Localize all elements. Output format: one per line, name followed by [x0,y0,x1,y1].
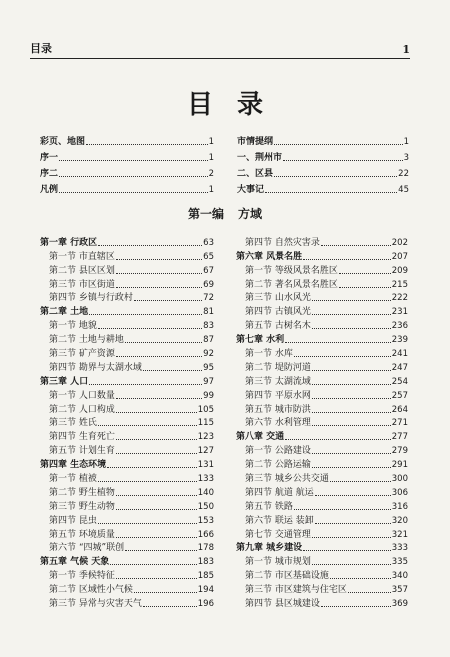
toc-entry[interactable] [40,345,214,359]
toc-entry-page: 1 [208,137,214,147]
toc-entry[interactable] [236,442,408,456]
dot-leader [339,287,391,288]
dot-leader [312,537,391,538]
dot-leader [312,453,391,454]
toc-entry-page: 45 [398,185,409,195]
toc-entry-label: 第五节 计划生育 [49,446,115,457]
toc-entry-label: 第四节 生育死亡 [49,432,115,443]
toc-entry[interactable] [236,526,408,540]
page-title: 目录 [186,90,287,120]
toc-entry[interactable] [236,345,408,359]
toc-entry[interactable] [236,567,408,581]
dot-leader [312,314,391,315]
toc-entry-page: 239 [391,335,408,346]
running-head [30,40,410,56]
dot-leader [312,412,391,413]
toc-entry[interactable] [40,401,214,415]
toc-entry-page: 300 [391,474,408,485]
toc-entry-page: 241 [391,349,408,360]
dot-leader [312,425,391,426]
dot-leader [134,592,197,593]
toc-entry[interactable] [236,595,408,609]
dot-leader [321,245,391,246]
toc-entry-page: 277 [391,432,408,443]
toc-entry-label: 第一节 季候特征 [49,571,115,582]
dot-leader [98,523,197,524]
toc-entry-page: 97 [203,376,214,387]
toc-entry-label: 第二节 野生植物 [49,487,115,498]
toc-entry-page: 133 [197,474,214,485]
toc-entry[interactable] [236,581,408,595]
toc-entry-page: 320 [391,515,408,526]
dot-leader [110,564,196,565]
toc-entry-page: 215 [391,279,408,290]
toc-entry[interactable] [236,303,408,317]
toc-entry-page: 115 [197,418,214,429]
toc-entry[interactable] [236,428,408,442]
toc-entry-page: 369 [391,599,408,610]
toc-entry-page: 279 [391,446,408,457]
toc-entry-label: 第二节 公路运输 [245,460,311,471]
toc-entry[interactable] [40,166,214,179]
toc-entry-label: 第三节 市区街道 [49,279,115,290]
dot-leader [274,144,403,145]
dot-leader [315,523,391,524]
toc-entry-label: 第三节 市区建筑与住宅区 [245,585,347,596]
toc-entry-label: 第四节 昆虫 [49,515,97,526]
dot-leader [116,453,197,454]
toc-entry[interactable] [236,262,408,276]
toc-entry[interactable] [40,262,214,276]
dot-leader [348,592,391,593]
toc-entry-page: 316 [391,501,408,512]
dot-leader [98,328,202,329]
toc-entry-label: 第六节 联运 装卸 [245,515,314,526]
toc-entry-page: 65 [203,251,214,262]
toc-entry-label: 第二节 堤防河道 [245,362,311,373]
toc-entry-page: 1 [208,185,214,195]
toc-entry[interactable] [40,581,214,595]
toc-entry[interactable] [236,415,408,429]
toc-entry-page: 209 [391,265,408,276]
toc-entry-label: 第二节 县区区划 [49,265,115,276]
toc-entry-label: 第三节 城乡公共交通 [245,474,329,485]
toc-entry-page: 291 [391,460,408,471]
toc-entry-label: 第五节 铁路 [245,501,293,512]
dot-leader [303,550,391,551]
front-matter-left [40,134,214,195]
toc-entry-page: 92 [203,349,214,360]
toc-entry[interactable] [40,442,214,456]
toc-entry-page: 202 [391,237,408,248]
toc-entry[interactable] [40,595,214,609]
toc-entry-label: 第四节 自然灾害录 [245,237,320,248]
toc-entry[interactable] [40,428,214,442]
toc-entry-label: 第二节 人口构成 [49,404,115,415]
toc-entry-page: 150 [197,501,214,512]
dot-leader [116,398,202,399]
toc-entry-label: 第四节 勘界与太湖水域 [49,362,142,373]
toc-entry-page: 140 [197,487,214,498]
toc-entry-page: 247 [391,362,408,373]
toc-entry[interactable] [236,290,408,304]
dot-leader [89,384,202,385]
toc-entry-label: 第四节 古镇风光 [245,307,311,318]
toc-entry-page: 22 [398,169,409,179]
toc-entry-label: 一、荆州市 [237,153,283,163]
toc-entry[interactable] [236,317,408,331]
toc-entry-page: 194 [197,585,214,596]
toc-entry-page: 87 [203,335,214,346]
toc-entry-page: 1 [208,153,214,163]
toc-entry-label: 第四节 乡镇与行政村 [49,293,133,304]
dot-leader [59,176,208,177]
toc-entry-label: 第一章 行政区 [40,237,98,248]
dot-leader [98,481,197,482]
toc-entry-label: 第三章 人口 [40,376,89,387]
toc-entry-page: 306 [391,487,408,498]
toc-entry-page: 321 [391,529,408,540]
toc-entry-page: 72 [203,293,214,304]
dot-leader [125,550,197,551]
dot-leader [312,384,391,385]
toc-entry-label: 第一节 植被 [49,474,97,485]
toc-entry-label: 第二节 土地与耕地 [49,335,124,346]
toc-entry[interactable] [236,359,408,373]
dot-leader [134,300,202,301]
toc-entry-label: 市情提纲 [237,137,274,147]
dot-leader [98,425,197,426]
toc-entry-label: 第二节 区域性小气候 [49,585,133,596]
toc-entry-page: 207 [391,251,408,262]
toc-entry[interactable] [40,526,214,540]
toc-entry[interactable] [40,415,214,429]
dot-leader [59,160,208,161]
toc-entry-label: 第四节 平原水网 [245,390,311,401]
toc-entry-label: 第四节 县区城建设 [245,599,320,610]
toc-entry[interactable] [40,512,214,526]
toc-entry[interactable] [236,234,408,248]
toc-entry-label: 第六节 “四城”联创 [49,543,125,554]
toc-entry-page: 185 [197,571,214,582]
toc-entry[interactable] [237,166,409,179]
toc-entry-page: 166 [197,529,214,540]
part-name: 方域 [238,207,263,221]
dot-leader [321,606,391,607]
toc-entry[interactable] [40,373,214,387]
toc-entry-label: 序一 [40,153,59,163]
toc-entry-page: 340 [391,571,408,582]
toc-entry[interactable] [236,553,408,567]
toc-entry[interactable] [40,567,214,581]
toc-entry-page: 254 [391,376,408,387]
toc-entry-label: 第四章 生态环境 [40,460,107,471]
dot-leader [143,370,202,371]
toc-entry-page: 222 [391,293,408,304]
dot-leader [330,578,391,579]
toc-entry-label: 第一节 市直辖区 [49,251,115,262]
toc-entry[interactable] [40,553,214,567]
part-title [0,205,450,222]
toc-entry-page: 153 [197,515,214,526]
toc-entry[interactable] [40,540,214,554]
dot-leader [89,314,202,315]
dot-leader [285,342,391,343]
toc-entry[interactable] [236,456,408,470]
toc-entry-label: 第三节 野生动物 [49,501,115,512]
toc-entry-label: 第一节 地貌 [49,321,97,332]
dot-leader [312,564,391,565]
toc-entry-label: 大事记 [237,185,265,195]
dot-leader [116,537,197,538]
toc-entry-label: 第一节 人口数量 [49,390,115,401]
toc-entry-label: 第八章 交通 [236,432,285,443]
toc-entry-page: 271 [391,418,408,429]
toc-entry[interactable] [40,276,214,290]
toc-entry-page: 333 [391,543,408,554]
header-rule [30,58,410,59]
dot-leader [315,495,391,496]
toc-entry-page: 231 [391,307,408,318]
toc-entry-label: 第二章 土地 [40,307,89,318]
toc-entry[interactable] [236,512,408,526]
toc-entry-label: 第四节 航道 航运 [245,487,314,498]
toc-entry[interactable] [236,276,408,290]
toc-entry[interactable] [40,134,214,147]
dot-leader [274,176,397,177]
toc-entry[interactable] [236,401,408,415]
toc-entry-label: 第三节 矿产资源 [49,349,115,360]
dot-leader [116,287,202,288]
toc-entry[interactable] [237,150,409,163]
toc-entry-page: 69 [203,279,214,290]
toc-entry[interactable] [237,134,409,147]
toc-entry-page: 178 [197,543,214,554]
toc-entry-page: 183 [197,557,214,568]
toc-entry[interactable] [40,303,214,317]
toc-entry-label: 第五章 气候 天象 [40,557,110,568]
toc-entry-label: 序二 [40,169,59,179]
toc-entry-page: 83 [203,321,214,332]
toc-entry[interactable] [40,234,214,248]
toc-entry-page: 63 [203,237,214,248]
dot-leader [312,467,391,468]
toc-entry-label: 第七节 交通管理 [245,529,311,540]
dot-leader [339,273,391,274]
toc-entry-label: 第一节 水库 [245,349,293,360]
dot-leader [294,509,391,510]
toc-entry-page: 127 [197,446,214,457]
toc-entry-label: 第五节 古树名木 [245,321,311,332]
dot-leader [116,509,197,510]
toc-entry-page: 81 [203,307,214,318]
dot-leader [116,412,197,413]
toc-entry-page: 67 [203,265,214,276]
toc-entry-page: 3 [403,153,409,163]
toc-entry-label: 第九章 城乡建设 [236,543,303,554]
dot-leader [303,259,391,260]
dot-leader [312,398,391,399]
toc-entry-page: 105 [197,404,214,415]
toc-entry-page: 236 [391,321,408,332]
toc-entry[interactable] [236,540,408,554]
toc-entry-label: 第一节 城市规划 [245,557,311,568]
toc-entry-label: 第二节 著名风景名胜区 [245,279,338,290]
toc-entry[interactable] [40,331,214,345]
toc-entry-page: 1 [403,137,409,147]
toc-entry-label: 第五节 环境质量 [49,529,115,540]
dot-leader [143,606,197,607]
toc-entry-label: 第三节 姓氏 [49,418,97,429]
toc-entry-label: 第三节 山水风光 [245,293,311,304]
toc-entry-label: 第七章 水利 [236,335,285,346]
toc-entry-page: 264 [391,404,408,415]
dot-leader [107,467,197,468]
toc-entry-label: 彩页、地图 [40,137,86,147]
toc-entry[interactable] [40,498,214,512]
toc-entry[interactable] [236,498,408,512]
toc-column-left [40,234,214,609]
dot-leader [116,356,202,357]
dot-leader [98,245,202,246]
page-number: 1 [402,43,410,56]
dot-leader [86,144,208,145]
dot-leader [116,495,197,496]
toc-entry[interactable] [40,248,214,262]
dot-leader [116,259,202,260]
toc-entry-label: 第一节 等级风景名胜区 [245,265,338,276]
dot-leader [330,481,391,482]
toc-entry[interactable] [236,387,408,401]
dot-leader [312,370,391,371]
toc-entry[interactable] [236,373,408,387]
toc-entry[interactable] [40,290,214,304]
toc-entry-page: 95 [203,362,214,373]
toc-entry-label: 第三节 太湖流域 [245,376,311,387]
running-head-title: 目录 [30,42,52,55]
dot-leader [116,439,197,440]
toc-entry-label: 第六节 水利管理 [245,418,311,429]
toc-entry[interactable] [40,359,214,373]
front-matter-right [237,134,409,195]
part-number: 第一编 [187,207,224,221]
toc-entry-label: 第三节 异常与灾害天气 [49,599,142,610]
dot-leader [116,273,202,274]
toc-column-right [236,234,408,609]
toc-entry[interactable] [237,182,409,195]
toc-entry[interactable] [40,484,214,498]
toc-entry[interactable] [236,248,408,262]
dot-leader [125,342,202,343]
toc-entry-page: 99 [203,390,214,401]
dot-leader [312,300,391,301]
toc-entry[interactable] [40,456,214,470]
dot-leader [285,439,391,440]
toc-entry-label: 第二节 市区基础设施 [245,571,329,582]
toc-entry[interactable] [236,331,408,345]
toc-entry-page: 335 [391,557,408,568]
toc-entry-label: 第一节 公路建设 [245,446,311,457]
toc-entry-label: 第六章 风景名胜 [236,251,303,262]
toc-entry-label: 凡例 [40,185,59,195]
toc-entry[interactable] [40,182,214,195]
toc-entry-page: 357 [391,585,408,596]
toc-entry[interactable] [40,317,214,331]
dot-leader [294,356,391,357]
toc-entry-page: 196 [197,599,214,610]
toc-entry-label: 第五节 城市防洪 [245,404,311,415]
dot-leader [116,578,197,579]
toc-entry-label: 二、区县 [237,169,274,179]
dot-leader [59,192,208,193]
toc-entry-page: 123 [197,432,214,443]
toc-entry-page: 131 [197,460,214,471]
toc-entry[interactable] [236,484,408,498]
toc-entry[interactable] [236,470,408,484]
toc-entry[interactable] [40,387,214,401]
toc-entry-page: 257 [391,390,408,401]
toc-entry-page: 2 [208,169,214,179]
toc-entry[interactable] [40,470,214,484]
toc-entry[interactable] [40,150,214,163]
dot-leader [312,328,391,329]
dot-leader [265,192,397,193]
dot-leader [283,160,403,161]
